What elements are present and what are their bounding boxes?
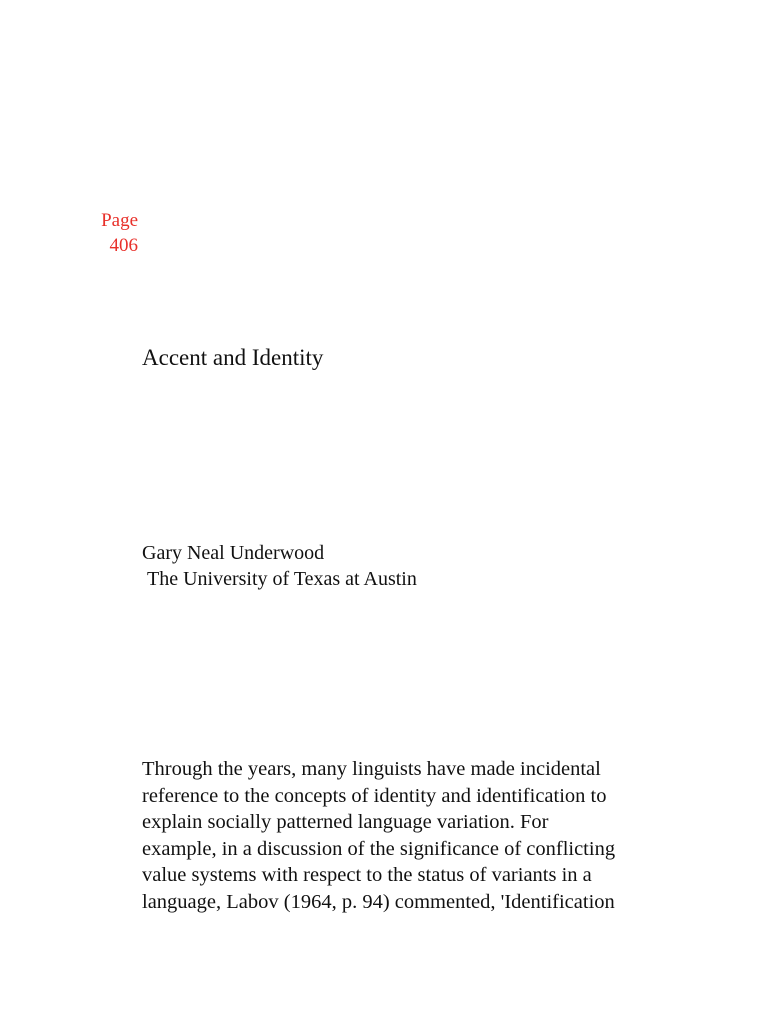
document-title: Accent and Identity: [142, 345, 324, 370]
author-affiliation: The University of Texas at Austin: [147, 568, 417, 590]
author-block: [142, 540, 417, 592]
body-line: example, in a discussion of the significance of conflicting: [142, 837, 616, 860]
body-line: language, Labov (1964, p. 94) commented, 'Identification: [142, 890, 615, 913]
body-line: reference to the concepts of identity and identification to: [142, 784, 607, 807]
page-label: Page: [101, 210, 138, 231]
author-name: Gary Neal Underwood: [142, 542, 325, 564]
page-number: [96, 208, 138, 258]
body-line: Through the years, many linguists have made incidental: [142, 758, 601, 780]
body-line: value systems with respect to the status of variants in a: [142, 864, 592, 887]
body-line: explain socially patterned language variation. For: [142, 811, 549, 834]
body-paragraph: [142, 756, 682, 916]
page-number-value: 406: [109, 235, 138, 256]
